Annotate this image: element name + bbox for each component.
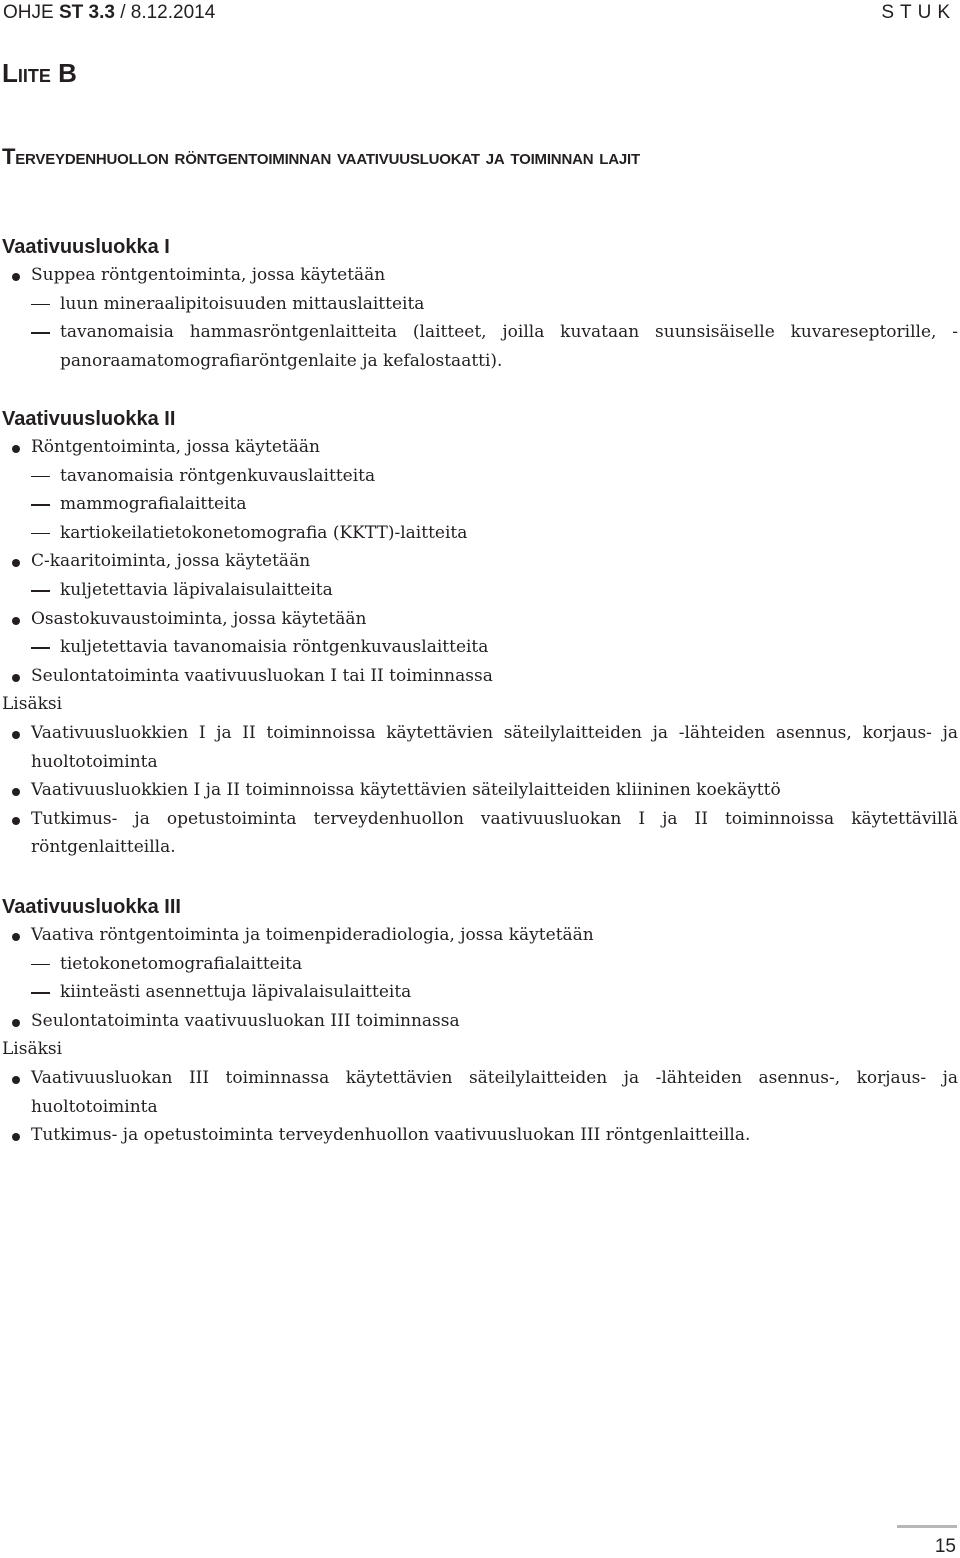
list-item [2, 261, 958, 290]
document-header-guide [3, 1, 215, 25]
appendix-label: Liite B [2, 58, 77, 88]
section-class-3 [2, 893, 958, 1150]
list-item [2, 605, 958, 634]
dash-icon [31, 964, 50, 966]
page-number: 15 [934, 1536, 956, 1557]
item-text: Lisäksi [2, 694, 63, 715]
organization-name: STUK [881, 2, 956, 23]
list-item [2, 690, 958, 719]
list-item [2, 490, 958, 519]
list-item [2, 576, 958, 605]
dash-icon [31, 992, 50, 994]
dash-icon [31, 476, 50, 478]
list-item [2, 318, 958, 375]
list-item [2, 921, 958, 950]
item-text: kuljetettavia tavanomaisia röntgenkuvauslaitteita [60, 637, 489, 658]
list-item [2, 776, 958, 805]
list-item [2, 433, 958, 462]
section-class-1 [2, 233, 958, 375]
bullet-icon [12, 445, 20, 453]
item-text: mammografialaitteita [60, 494, 247, 515]
item-text: kuljetettavia läpivalaisulaitteita [60, 579, 333, 600]
dash-icon [31, 647, 50, 649]
item-text: Tutkimus- ja opetustoiminta terveydenhuollon vaativuusluokan III röntgenlaitteilla. [31, 1125, 751, 1146]
bullet-icon [12, 559, 20, 567]
list-item [2, 978, 958, 1007]
bullet-icon [12, 1133, 20, 1141]
list-item [2, 719, 958, 776]
bullet-icon [12, 674, 20, 682]
item-text: tavanomaisia hammasröntgenlaitteita (laitteet, joilla kuvataan suunsisäiselle kuvareseptorille, -panoraamatomografiaröntgenlaite ja kefalostaatti). [60, 322, 958, 371]
item-list [2, 261, 958, 375]
list-item [2, 1035, 958, 1064]
item-text: Lisäksi [2, 1039, 63, 1060]
guide-code: ST 3.3 [58, 2, 115, 23]
item-text: Suppea röntgentoiminta, jossa käytetään [31, 265, 386, 285]
dash-icon [31, 332, 50, 334]
bullet-icon [12, 617, 20, 625]
list-item [2, 633, 958, 662]
list-item [2, 462, 958, 491]
guide-date: / 8.12.2014 [114, 2, 216, 23]
item-text: tietokonetomografialaitteita [60, 953, 303, 974]
list-item [2, 519, 958, 548]
bullet-icon [12, 731, 20, 739]
dash-icon [31, 304, 50, 306]
bullet-icon [12, 933, 20, 941]
list-item [2, 1007, 958, 1036]
dash-icon [31, 533, 50, 535]
item-text: Tutkimus- ja opetustoiminta terveydenhuollon vaativuusluokan I ja II toiminnoissa käytettävillä röntgenlaitteilla. [31, 808, 958, 858]
guide-prefix: OHJE [3, 2, 59, 23]
list-item [2, 805, 958, 862]
item-text: Vaativuusluokan III toiminnassa käytettävien säteilylaitteiden ja -lähteiden asennus-, korjaus- ja huoltotoiminta [31, 1067, 958, 1117]
item-text: kiinteästi asennettuja läpivalaisulaitteita [60, 982, 412, 1003]
footer-divider [897, 1525, 957, 1528]
bullet-icon [12, 1076, 20, 1084]
list-item [2, 1121, 958, 1150]
item-list [2, 921, 958, 1150]
item-text: tavanomaisia röntgenkuvauslaitteita [60, 465, 376, 486]
bullet-icon [12, 273, 20, 281]
page-title: Terveydenhuollon röntgentoiminnan vaativuusluokat ja toiminnan lajit [2, 144, 640, 169]
bullet-icon [12, 788, 20, 796]
item-text: Vaativuusluokkien I ja II toiminnoissa käytettävien säteilylaitteiden ja -lähteiden asennus, korjaus- ja huoltotoiminta [31, 722, 958, 772]
list-item [2, 290, 958, 319]
section-heading: Vaativuusluokka I [2, 236, 170, 258]
section-heading: Vaativuusluokka III [2, 896, 181, 918]
list-item [2, 1064, 958, 1121]
item-text: Osastokuvaustoiminta, jossa käytetään [31, 608, 367, 629]
item-text: Vaativuusluokkien I ja II toiminnoissa käytettävien säteilylaitteiden kliininen koekäyttö [31, 780, 781, 801]
list-item [2, 662, 958, 691]
item-text: C-kaaritoiminta, jossa käytetään [31, 551, 311, 572]
item-text: Vaativa röntgentoiminta ja toimenpideradiologia, jossa käytetään [31, 925, 594, 945]
item-text: luun mineraalipitoisuuden mittauslaitteita [60, 293, 425, 314]
bullet-icon [12, 817, 20, 825]
section-heading: Vaativuusluokka II [2, 408, 176, 430]
dash-icon [31, 504, 50, 506]
list-item [2, 950, 958, 979]
item-text: Seulontatoiminta vaativuusluokan I tai II toiminnassa [31, 665, 493, 686]
list-item [2, 547, 958, 576]
item-text: Röntgentoiminta, jossa käytetään [31, 437, 320, 457]
section-class-2 [2, 405, 958, 862]
dash-icon [31, 590, 50, 592]
item-text: kartiokeilatietokonetomografia (KKTT)-laitteita [60, 522, 468, 543]
bullet-icon [12, 1019, 20, 1027]
item-text: Seulontatoiminta vaativuusluokan III toiminnassa [31, 1010, 460, 1031]
item-list [2, 433, 958, 862]
